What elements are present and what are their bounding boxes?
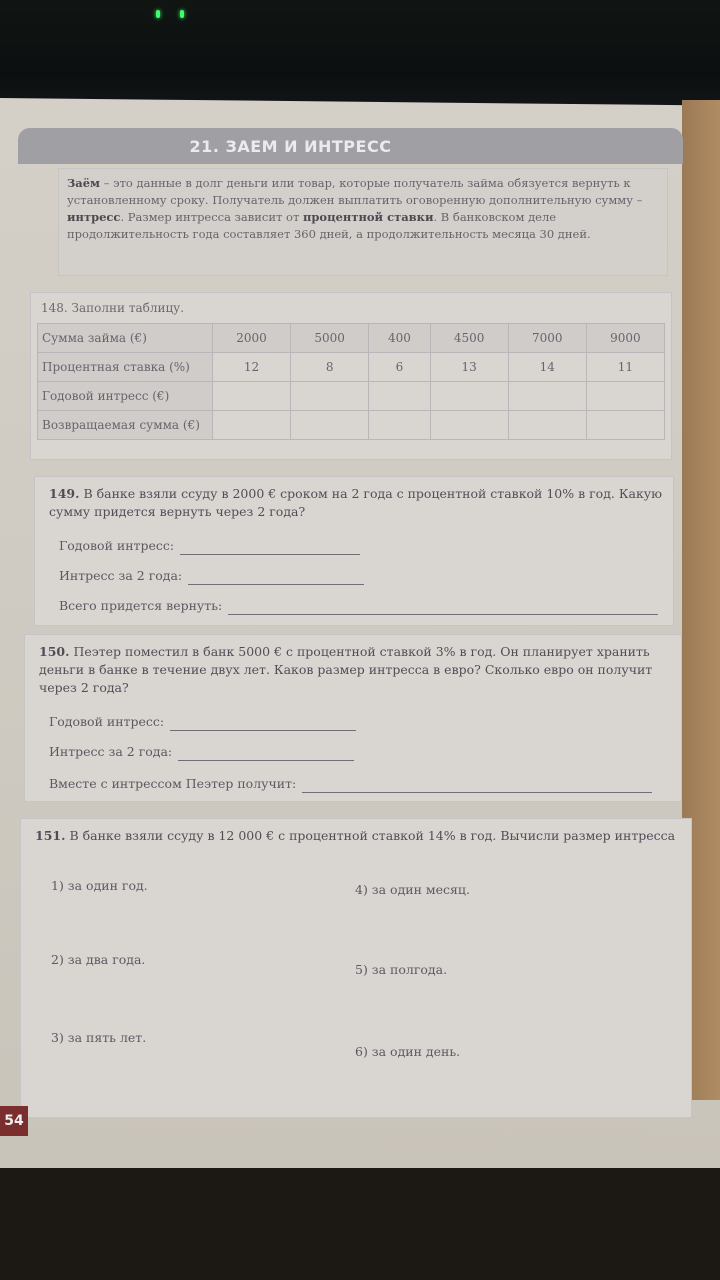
chapter-title: 21. ЗАЕМ И ИНТРЕСС xyxy=(189,136,392,156)
desk-shadow xyxy=(0,1168,720,1280)
answer-line: Годовой интресс: xyxy=(49,713,356,731)
subtask-item: 2) за два года. xyxy=(51,952,146,967)
answer-blank[interactable] xyxy=(180,540,360,555)
subtask-item: 6) за один день. xyxy=(355,1044,461,1059)
answer-cell[interactable] xyxy=(369,411,430,440)
task-151 xyxy=(20,818,692,1118)
status-led xyxy=(180,10,184,18)
subtask-item: 5) за полгода. xyxy=(355,962,448,977)
table-row: Сумма займа (€) 2000 5000 400 4500 7000 9000 xyxy=(38,324,665,353)
answer-cell[interactable] xyxy=(213,411,291,440)
definition-box xyxy=(58,168,668,276)
answer-line: Вместе с интрессом Пеэтер получит: xyxy=(49,775,652,793)
answer-blank[interactable] xyxy=(188,570,364,585)
answer-line: Интресс за 2 года: xyxy=(49,743,354,761)
answer-cell[interactable] xyxy=(369,382,430,411)
page-number: 54 xyxy=(0,1106,28,1136)
answer-cell[interactable] xyxy=(508,411,586,440)
task-148-heading: 148. Заполни таблицу. xyxy=(41,301,185,315)
answer-blank[interactable] xyxy=(228,600,658,615)
task-149-text: 149. В банке взяли ссуду в 2000 € сроком на 2 года с процентной ставкой 10% в год. Какую сумму придется вернуть через 2 года? xyxy=(49,486,663,519)
answer-blank[interactable] xyxy=(170,716,356,731)
answer-line: Годовой интресс: xyxy=(59,537,360,555)
table-row: Возвращаемая сумма (€) xyxy=(38,411,665,440)
status-led xyxy=(156,10,160,18)
answer-line: Всего придется вернуть: xyxy=(59,597,658,615)
answer-cell[interactable] xyxy=(508,382,586,411)
task-148 xyxy=(30,292,672,460)
answer-line: Интресс за 2 года: xyxy=(59,567,364,585)
interest-table xyxy=(37,323,665,440)
answer-blank[interactable] xyxy=(302,778,652,793)
table-row: Процентная ставка (%) 12 8 6 13 14 11 xyxy=(38,353,665,382)
task-151-text: 151. В банке взяли ссуду в 12 000 € с процентной ставкой 14% в год. Вычисли размер интресса xyxy=(35,828,676,843)
answer-cell[interactable] xyxy=(586,382,664,411)
subtask-item: 1) за один год. xyxy=(51,878,148,893)
table-row: Годовой интресс (€) xyxy=(38,382,665,411)
subtask-item: 3) за пять лет. xyxy=(51,1030,147,1045)
answer-cell[interactable] xyxy=(213,382,291,411)
task-150 xyxy=(24,634,682,802)
answer-cell[interactable] xyxy=(430,411,508,440)
answer-blank[interactable] xyxy=(178,746,354,761)
answer-cell[interactable] xyxy=(430,382,508,411)
answer-cell[interactable] xyxy=(291,382,369,411)
answer-cell[interactable] xyxy=(291,411,369,440)
subtask-item: 4) за один месяц. xyxy=(355,882,470,897)
answer-cell[interactable] xyxy=(586,411,664,440)
chapter-header xyxy=(18,128,683,164)
task-149 xyxy=(34,476,674,626)
definition-text: Заём – это данные в долг деньги или товар, которые получатель займа обязуется вернуть к установленному сроку. Получатель должен выплатить оговоренную дополнительную сумму – интресс. Размер интресса зависит от процентной ставки. В банковском деле продолжительность года составляет 360 дней, а продолжительность месяца 30 дней. xyxy=(67,176,643,241)
task-150-text: 150. Пеэтер поместил в банк 5000 € с процентной ставкой 3% в год. Он планирует хранить деньги в банке в течение двух лет. Каков размер интресса в евро? Сколько евро он получит через 2 года? xyxy=(39,644,653,695)
